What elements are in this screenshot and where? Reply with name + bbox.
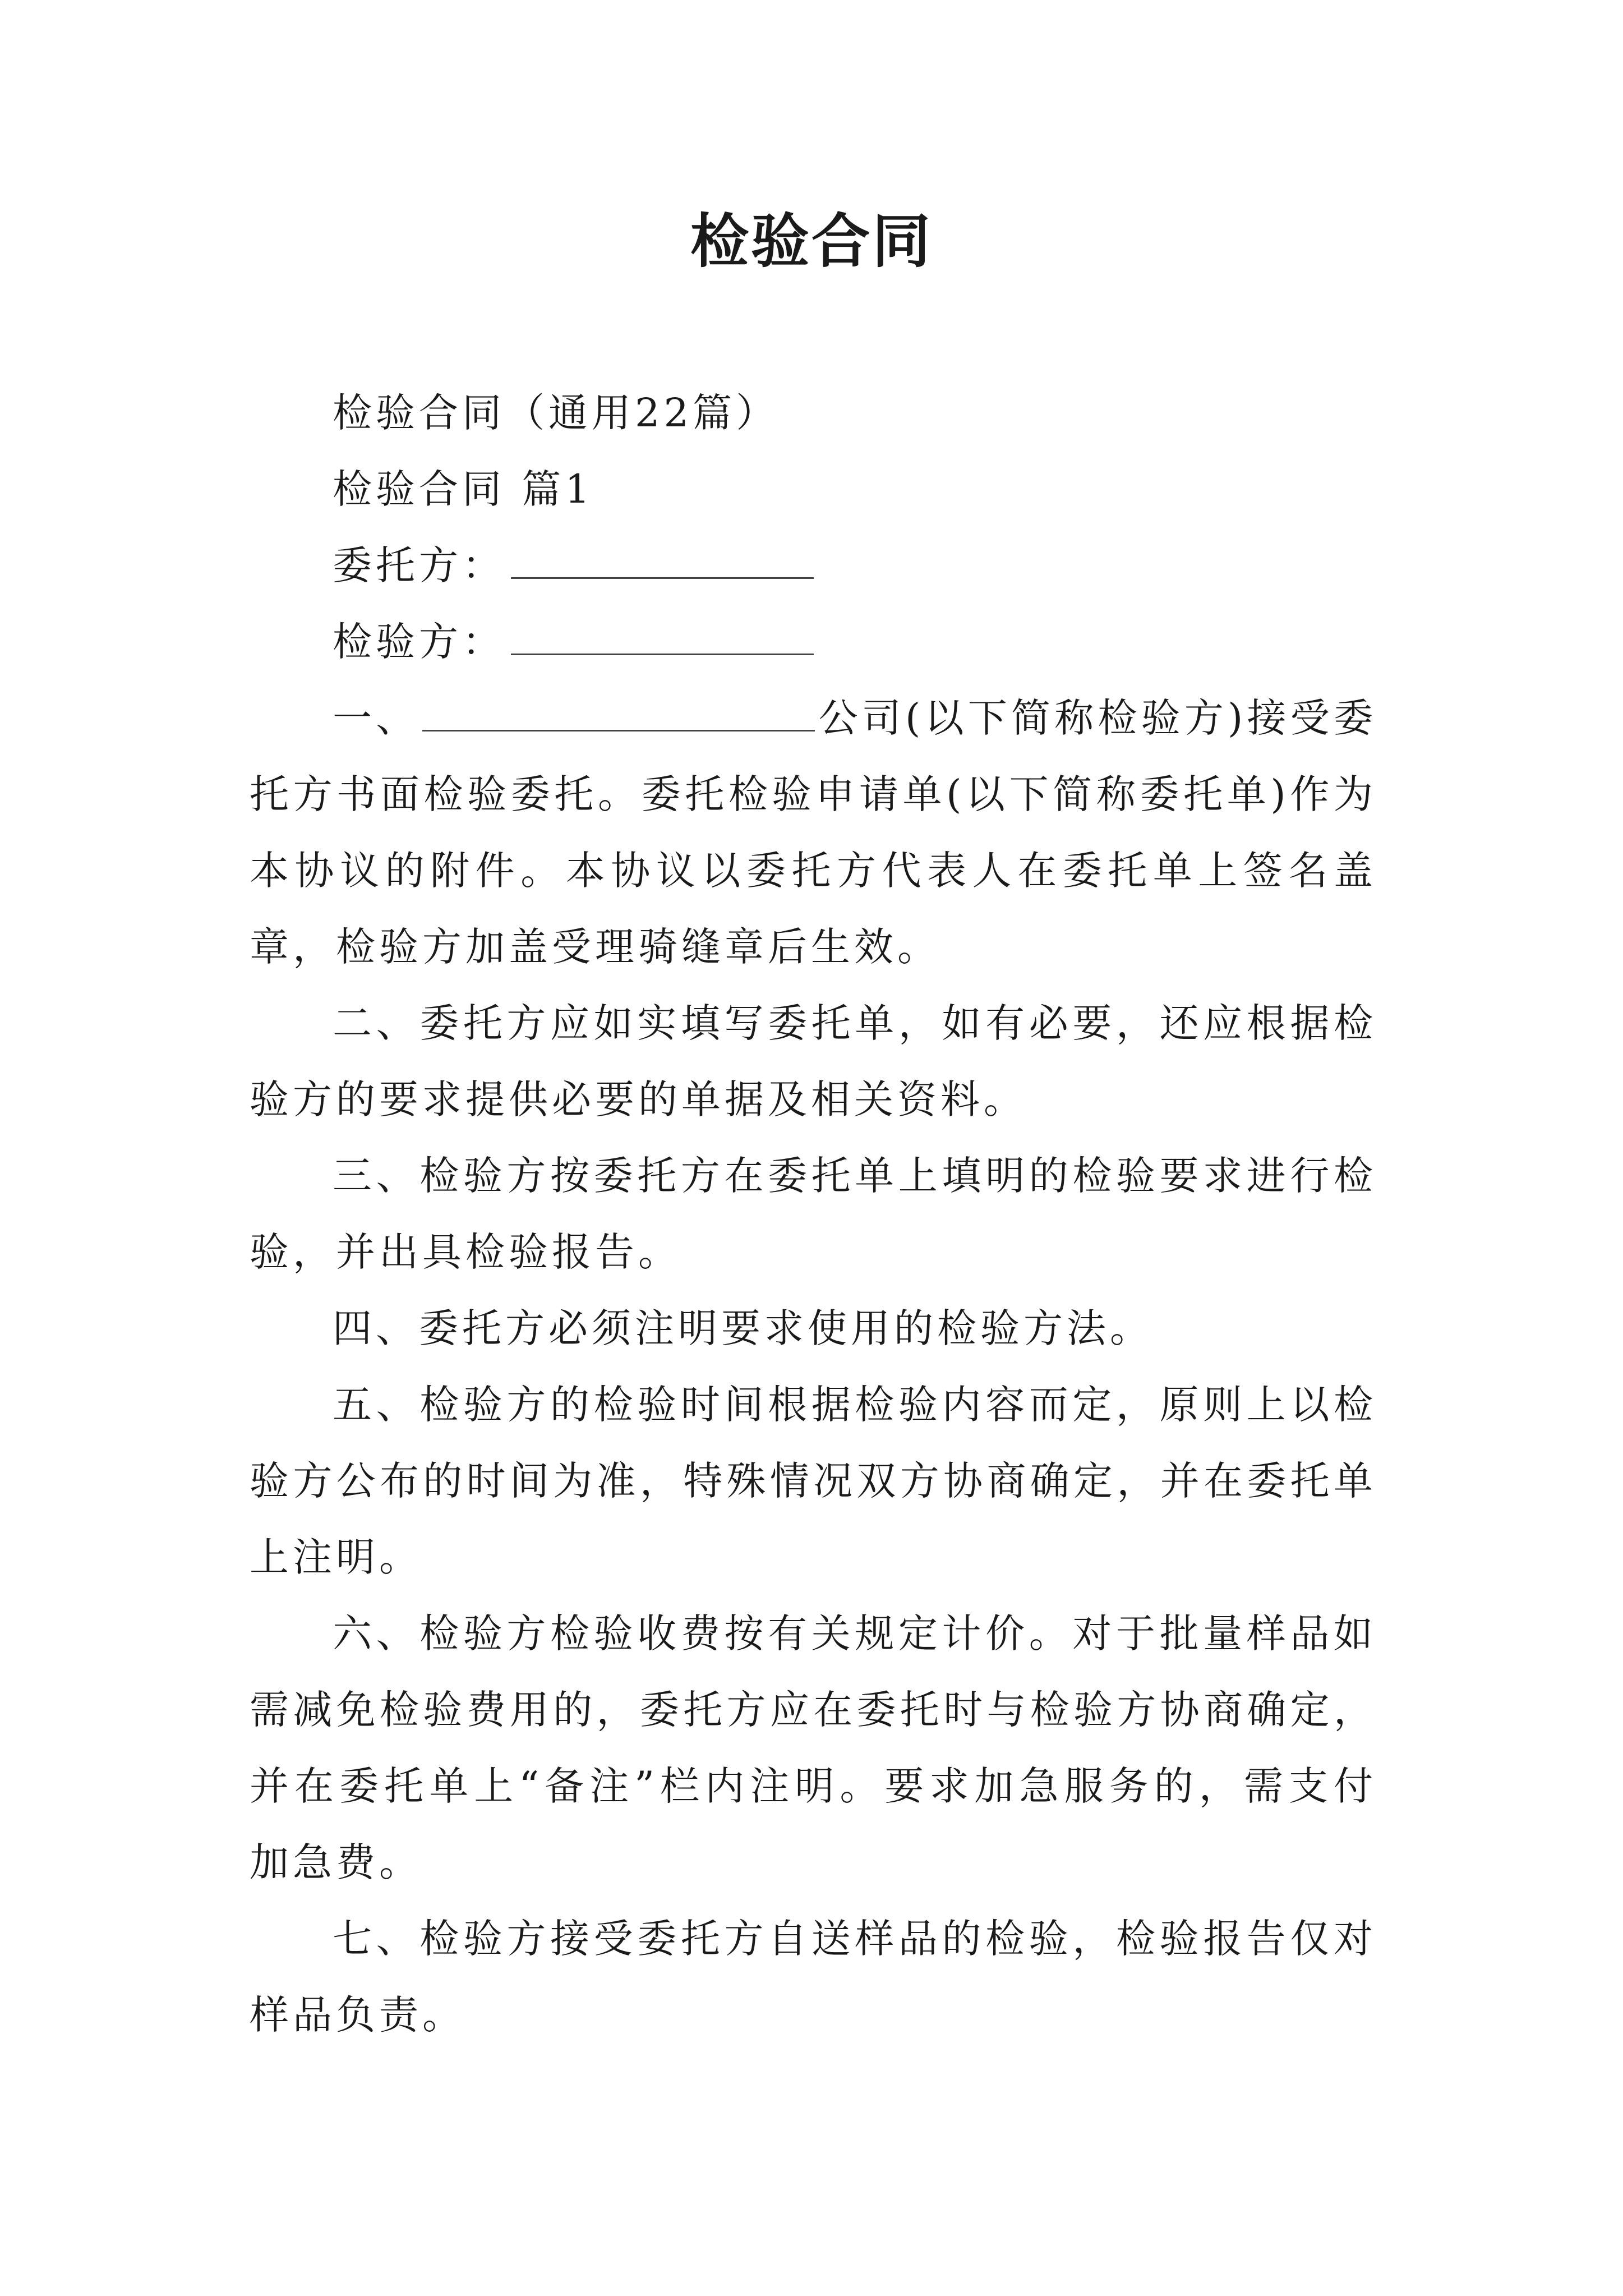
clause-5: 五、检验方的检验时间根据检验内容而定，原则上以检验方公布的时间为准，特殊情况双方协商确定，并在委托单上注明。: [250, 1382, 1377, 1580]
section-heading: 检验合同 篇1: [333, 466, 594, 512]
party-client-blank: [511, 538, 814, 579]
clause-1-text: 公司(以下简称检验方)接受委托方书面检验委托。委托检验申请单(以下简称委托单)作为本协议的附件。本协议以委托方代表人在委托单上签名盖章，检验方加盖受理骑缝章后生效。: [250, 695, 1377, 970]
company-name-blank: [422, 691, 815, 731]
party-inspector-blank: [511, 614, 814, 655]
clause-6: 六、检验方检验收费按有关规定计价。对于批量样品如需减免检验费用的，委托方应在委托时与检验方协商确定，并在委托单上“备注”栏内注明。要求加急服务的，需支付加急费。: [250, 1611, 1377, 1885]
party-inspector-label: 检验方：: [333, 619, 505, 665]
clause-7: 七、检验方接受委托方自送样品的检验，检验报告仅对样品负责。: [250, 1916, 1377, 2038]
clause-1: [250, 680, 1377, 985]
party-inspector-line: [250, 604, 1377, 680]
party-client-label: 委托方：: [333, 542, 505, 588]
clause-1-prefix: 一、: [333, 695, 419, 741]
clause-3: 三、检验方按委托方在委托单上填明的检验要求进行检验，并出具检验报告。: [250, 1153, 1377, 1275]
clause-4: 四、委托方必须注明要求使用的检验方法。: [333, 1305, 1153, 1351]
document-title: 检验合同: [690, 206, 933, 275]
document-body: [250, 375, 1377, 2053]
clause-2: 二、委托方应如实填写委托单，如有必要，还应根据检验方的要求提供必要的单据及相关资料。: [250, 1000, 1377, 1122]
party-client-line: [250, 527, 1377, 604]
document-subtitle: 检验合同（通用22篇）: [333, 390, 780, 436]
